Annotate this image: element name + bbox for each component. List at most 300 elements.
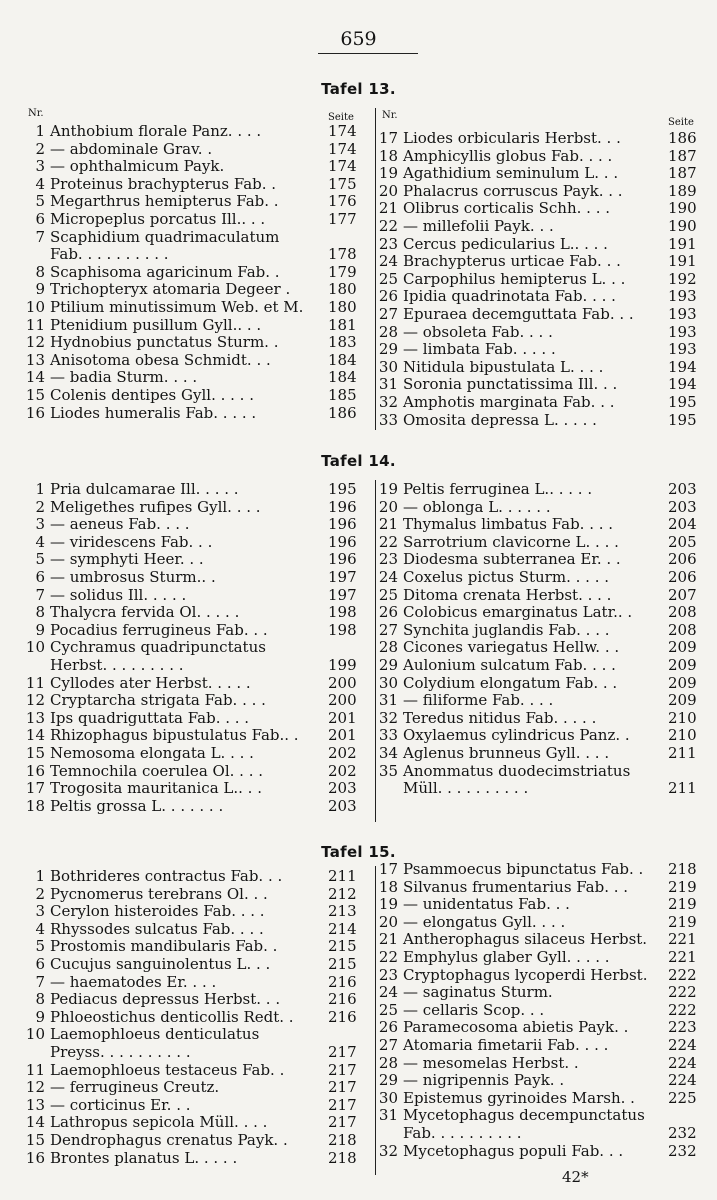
species-name: — ferrugineus Creutz. xyxy=(50,1078,220,1097)
entry-number: 17 xyxy=(378,860,398,878)
species-name: — cellaris Scop. . . xyxy=(403,1000,545,1019)
table-row xyxy=(378,146,665,165)
species-name: — viridescens Fab. . . xyxy=(50,532,213,551)
species-name: Pocadius ferrugineus Fab. . . xyxy=(50,620,268,639)
table-row xyxy=(378,568,665,586)
table-row xyxy=(378,1106,665,1125)
table-row xyxy=(378,948,665,966)
species-name: Psammoecus bipunctatus Fab. . xyxy=(403,860,644,878)
table-row xyxy=(50,1044,324,1061)
entry-number: 9 xyxy=(35,280,45,299)
species-name: Nitidula bipustulata L. . . . xyxy=(403,357,604,376)
species-name: Herbst. . . . . . . . . xyxy=(50,656,184,674)
page-reference: 181 xyxy=(328,315,357,334)
entry-number: 7 xyxy=(35,585,45,604)
species-name: Scaphidium quadrimaculatum xyxy=(50,227,280,246)
species-name: Antherophagus silaceus Herbst. xyxy=(403,930,648,949)
page-reference: 191 xyxy=(668,252,697,271)
entry-number: 21 xyxy=(378,515,398,534)
column-divider xyxy=(375,480,376,822)
table-row xyxy=(25,1131,324,1149)
table-row xyxy=(25,333,324,352)
table-row xyxy=(378,1071,665,1090)
species-name: — aeneus Fab. . . . xyxy=(50,515,190,534)
species-name: Phalacrus corruscus Payk. . . xyxy=(403,181,623,200)
page-reference: 215 xyxy=(328,937,357,956)
entry-number: 26 xyxy=(378,603,398,622)
table-row xyxy=(25,1148,324,1167)
species-name: Coxelus pictus Sturm. . . . . xyxy=(403,568,609,586)
page-reference: 190 xyxy=(668,217,697,235)
species-name: Liodes orbicularis Herbst. . . xyxy=(403,129,621,147)
column-divider xyxy=(375,108,376,430)
table-row xyxy=(50,657,324,674)
entry-number: 5 xyxy=(35,937,45,956)
entry-number: 13 xyxy=(25,350,45,369)
species-name: Cicones variegatus Hellw. . . xyxy=(403,638,620,657)
entry-number: 28 xyxy=(378,322,398,341)
species-name: Müll. . . . . . . . . . xyxy=(403,779,529,798)
page-reference: 213 xyxy=(328,902,357,921)
species-name: Trogosita mauritanica L.. . . xyxy=(50,779,262,798)
species-name: Ptenidium pusillum Gyll.. . . xyxy=(50,315,262,334)
table-row xyxy=(25,779,324,798)
page-reference: 175 xyxy=(328,174,357,193)
entry-number: 9 xyxy=(35,1007,45,1026)
page-reference: 217 xyxy=(328,1113,357,1132)
entry-number: 29 xyxy=(378,1071,398,1090)
species-name: Aglenus brunneus Gyll. . . . xyxy=(403,744,610,762)
entry-number: 12 xyxy=(25,333,45,352)
page-reference: 232 xyxy=(668,1124,697,1142)
species-name: Phloeostichus denticollis Redt. . xyxy=(50,1007,294,1026)
species-name: — nigripennis Payk. . xyxy=(403,1071,565,1090)
species-name: Synchita juglandis Fab. . . . xyxy=(403,620,610,639)
table-row xyxy=(25,638,324,657)
species-name: Epuraea decemguttata Fab. . . xyxy=(403,305,634,323)
species-name: Megarthrus hemipterus Fab. . xyxy=(50,192,279,211)
entry-number: 25 xyxy=(378,585,398,604)
species-name: Colobicus emarginatus Latr.. . xyxy=(403,603,633,622)
species-name: Pycnomerus terebrans Ol. . . xyxy=(50,884,268,903)
table-row xyxy=(35,1007,324,1026)
table-row xyxy=(35,192,324,211)
species-name: Rhyssodes sulcatus Fab. . . . xyxy=(50,919,264,938)
entry-number: 16 xyxy=(25,761,45,780)
page-reference: 218 xyxy=(328,1131,357,1149)
table-row xyxy=(35,902,324,921)
page-reference: 209 xyxy=(668,638,697,657)
table-row xyxy=(25,1025,324,1044)
species-name: Nemosoma elongata L. . . . xyxy=(50,744,254,762)
entry-number: 30 xyxy=(378,1088,398,1107)
entry-number: 17 xyxy=(25,779,45,798)
table-row xyxy=(25,1060,324,1079)
page-reference: 187 xyxy=(668,146,697,165)
table-row xyxy=(403,780,665,797)
page-reference: 190 xyxy=(668,199,697,218)
page-reference: 217 xyxy=(328,1095,357,1114)
entry-number: 3 xyxy=(35,515,45,534)
page-reference: 212 xyxy=(328,884,357,903)
entry-number: 17 xyxy=(378,129,398,147)
table-row xyxy=(378,860,665,878)
entry-number: 18 xyxy=(378,146,398,165)
page-reference: 176 xyxy=(328,192,357,211)
page-reference: 202 xyxy=(328,744,357,762)
column-header-nr: Nr. xyxy=(28,108,44,119)
entry-number: 4 xyxy=(35,532,45,551)
entry-number: 3 xyxy=(35,902,45,921)
page-reference: 198 xyxy=(328,620,357,639)
species-name: Temnochila coerulea Ol. . . . xyxy=(50,761,263,780)
species-name: Ptilium minutissimum Web. et M. xyxy=(50,298,304,316)
entry-number: 31 xyxy=(378,1106,398,1125)
column-header-seite: Seite xyxy=(328,112,354,123)
table-row xyxy=(378,269,665,288)
species-name: Silvanus frumentarius Fab. . . xyxy=(403,877,629,896)
table-row xyxy=(378,181,665,200)
table-row xyxy=(378,620,665,639)
page-reference: 196 xyxy=(328,550,357,569)
table-row xyxy=(378,234,665,253)
species-name: Aulonium sulcatum Fab. . . . xyxy=(403,656,616,674)
entry-number: 2 xyxy=(35,139,45,158)
entry-number: 7 xyxy=(35,972,45,991)
table-row xyxy=(35,122,324,140)
entry-number: 27 xyxy=(378,1036,398,1054)
table-row xyxy=(378,708,665,727)
species-name: Amphotis marginata Fab. . . xyxy=(403,393,615,411)
entry-number: 29 xyxy=(378,656,398,674)
species-name: Fab. . . . . . . . . . xyxy=(50,245,169,264)
species-name: Agathidium seminulum L. . . xyxy=(403,164,619,183)
page-reference: 193 xyxy=(668,305,697,323)
entry-number: 31 xyxy=(378,375,398,394)
table-row xyxy=(378,480,665,498)
page-reference: 198 xyxy=(328,603,357,622)
table-row xyxy=(378,497,665,516)
species-name: Oxylaemus cylindricus Panz. . xyxy=(403,726,630,745)
table-row xyxy=(378,895,665,914)
species-name: — corticinus Er. . . xyxy=(50,1095,191,1114)
page-reference: 191 xyxy=(668,234,697,253)
table-row xyxy=(35,884,324,903)
page-reference: 186 xyxy=(668,129,697,147)
table-row xyxy=(35,497,324,516)
page-reference: 196 xyxy=(328,532,357,551)
table-title: Tafel 15. xyxy=(321,843,396,861)
table-row xyxy=(378,287,665,306)
table-row xyxy=(25,350,324,369)
entry-number: 8 xyxy=(35,990,45,1009)
species-name: — umbrosus Sturm.. . xyxy=(50,568,216,586)
page-reference: 200 xyxy=(328,673,357,692)
table-row xyxy=(378,930,665,949)
entry-number: 10 xyxy=(25,298,45,316)
table-row xyxy=(35,568,324,586)
entry-number: 28 xyxy=(378,1053,398,1072)
entry-number: 23 xyxy=(378,234,398,253)
page-reference: 218 xyxy=(668,860,697,878)
page-reference: 216 xyxy=(328,990,357,1009)
page-reference: 197 xyxy=(328,585,357,604)
table-row xyxy=(378,1036,665,1054)
page-reference: 224 xyxy=(668,1036,697,1054)
table-row xyxy=(378,1053,665,1072)
page-reference: 211 xyxy=(668,744,697,762)
table-row xyxy=(35,280,324,299)
entry-number: 15 xyxy=(25,744,45,762)
table-row xyxy=(25,744,324,762)
entry-number: 32 xyxy=(378,393,398,411)
table-row xyxy=(25,298,324,316)
table-row xyxy=(35,210,324,228)
species-name: — oblonga L. . . . . . xyxy=(403,497,551,516)
species-name: Anisotoma obesa Schmidt. . . xyxy=(50,350,271,369)
entry-number: 22 xyxy=(378,532,398,551)
species-name: Laemophloeus testaceus Fab. . xyxy=(50,1060,285,1079)
page-reference: 215 xyxy=(328,955,357,973)
species-name: Colenis dentipes Gyll. . . . . xyxy=(50,386,254,404)
species-name: Paramecosoma abietis Payk. . xyxy=(403,1018,629,1037)
entry-number: 20 xyxy=(378,912,398,931)
table-row xyxy=(35,937,324,956)
page-reference: 200 xyxy=(328,691,357,710)
page-reference: 195 xyxy=(328,480,357,498)
entry-number: 6 xyxy=(35,568,45,586)
species-name: Peltis ferruginea L.. . . . . xyxy=(403,480,593,498)
species-name: — haematodes Er. . . . xyxy=(50,972,217,991)
entry-number: 32 xyxy=(378,1141,398,1160)
table-row xyxy=(35,174,324,193)
species-name: Cychramus quadripunctatus xyxy=(50,638,266,657)
table-row xyxy=(35,620,324,639)
page-reference: 174 xyxy=(328,122,357,140)
page-reference: 195 xyxy=(668,393,697,411)
page-reference: 203 xyxy=(328,779,357,798)
entry-number: 30 xyxy=(378,673,398,692)
table-title: Tafel 13. xyxy=(321,80,396,98)
species-name: Olibrus corticalis Schh. . . . xyxy=(403,199,610,218)
page-reference: 222 xyxy=(668,965,697,984)
page-reference: 206 xyxy=(668,568,697,586)
species-name: Sarrotrium clavicorne L. . . . xyxy=(403,532,619,551)
entry-number: 25 xyxy=(378,1000,398,1019)
page-reference: 208 xyxy=(668,603,697,622)
species-name: Cryptarcha strigata Fab. . . . xyxy=(50,691,266,710)
table-row xyxy=(25,315,324,334)
entry-number: 26 xyxy=(378,1018,398,1037)
entry-number: 26 xyxy=(378,287,398,306)
page-reference: 214 xyxy=(328,919,357,938)
page-reference: 180 xyxy=(328,298,357,316)
table-row xyxy=(378,393,665,411)
page-reference: 224 xyxy=(668,1053,697,1072)
page-reference: 211 xyxy=(668,779,697,798)
entry-number: 23 xyxy=(378,965,398,984)
species-name: Brontes planatus L. . . . . xyxy=(50,1148,238,1167)
entry-number: 1 xyxy=(35,480,45,498)
species-name: Atomaria fimetarii Fab. . . . xyxy=(403,1036,609,1054)
entry-number: 33 xyxy=(378,410,398,429)
entry-number: 13 xyxy=(25,708,45,727)
entry-number: 24 xyxy=(378,568,398,586)
species-name: Diodesma subterranea Er. . . xyxy=(403,550,621,569)
page-reference: 210 xyxy=(668,708,697,727)
table-row xyxy=(35,515,324,534)
species-name: Micropeplus porcatus Ill.. . . xyxy=(50,210,266,228)
table-row xyxy=(25,761,324,780)
table-row xyxy=(35,480,324,498)
table-row xyxy=(35,139,324,158)
entry-number: 24 xyxy=(378,252,398,271)
entry-number: 14 xyxy=(25,726,45,745)
entry-number: 2 xyxy=(35,497,45,516)
entry-number: 20 xyxy=(378,497,398,516)
entry-number: 19 xyxy=(378,480,398,498)
table-row xyxy=(25,403,324,422)
entry-number: 9 xyxy=(35,620,45,639)
page-reference: 185 xyxy=(328,386,357,404)
page-reference: 209 xyxy=(668,691,697,710)
table-row xyxy=(25,691,324,710)
page-reference: 219 xyxy=(668,912,697,931)
table-row xyxy=(378,965,665,984)
page-reference: 193 xyxy=(668,287,697,306)
page-reference: 217 xyxy=(328,1043,357,1061)
entry-number: 22 xyxy=(378,217,398,235)
page-reference: 217 xyxy=(328,1078,357,1097)
page-reference: 196 xyxy=(328,515,357,534)
species-name: Cucujus sanguinolentus L. . . xyxy=(50,955,271,973)
species-name: Liodes humeralis Fab. . . . . xyxy=(50,403,257,422)
entry-number: 19 xyxy=(378,895,398,914)
species-name: Soronia punctatissima Ill. . . xyxy=(403,375,618,394)
species-name: Teredus nitidus Fab. . . . . xyxy=(403,708,597,727)
table-row xyxy=(35,955,324,973)
species-name: Fab. . . . . . . . . . xyxy=(403,1124,522,1142)
column-divider xyxy=(375,866,376,1175)
entry-number: 12 xyxy=(25,1078,45,1097)
table-row xyxy=(25,386,324,404)
table-row xyxy=(378,983,665,1002)
page-reference: 197 xyxy=(328,568,357,586)
species-name: — limbata Fab. . . . . xyxy=(403,340,556,359)
page-reference: 209 xyxy=(668,656,697,674)
species-name: Scaphisoma agaricinum Fab. . xyxy=(50,262,280,281)
entry-number: 31 xyxy=(378,691,398,710)
table-row xyxy=(378,357,665,376)
entry-number: 29 xyxy=(378,340,398,359)
species-name: Lathropus sepicola Müll. . . . xyxy=(50,1113,268,1132)
entry-number: 16 xyxy=(25,403,45,422)
entry-number: 14 xyxy=(25,1113,45,1132)
species-name: Thalycra fervida Ol. . . . . xyxy=(50,603,240,622)
table-row xyxy=(378,585,665,604)
page-reference: 192 xyxy=(668,269,697,288)
page-reference: 225 xyxy=(668,1088,697,1107)
page-reference: 203 xyxy=(668,480,697,498)
table-row xyxy=(378,164,665,183)
page-number: 659 xyxy=(340,28,377,50)
entry-number: 4 xyxy=(35,174,45,193)
header-rule xyxy=(318,53,418,54)
page-reference: 217 xyxy=(328,1060,357,1079)
species-name: — ophthalmicum Payk. xyxy=(50,157,225,176)
table-row xyxy=(378,340,665,359)
species-name: Ditoma crenata Herbst. . . . xyxy=(403,585,612,604)
table-row xyxy=(25,368,324,387)
entry-number: 12 xyxy=(25,691,45,710)
table-row xyxy=(378,1088,665,1107)
page-reference: 203 xyxy=(668,497,697,516)
column-header-nr: Nr. xyxy=(382,110,398,121)
entry-number: 18 xyxy=(378,877,398,896)
table-row xyxy=(35,157,324,176)
column-header-seite: Seite xyxy=(668,117,694,128)
entry-number: 11 xyxy=(25,1060,45,1079)
species-name: — saginatus Sturm. xyxy=(403,983,553,1002)
species-name: Hydnobius punctatus Sturm. . xyxy=(50,333,279,352)
page-reference: 210 xyxy=(668,726,697,745)
table-row xyxy=(35,867,324,885)
page-reference: 183 xyxy=(328,333,357,352)
entry-number: 6 xyxy=(35,210,45,228)
species-name: — unidentatus Fab. . . xyxy=(403,895,570,914)
species-name: Pria dulcamarae Ill. . . . . xyxy=(50,480,239,498)
table-row xyxy=(378,550,665,569)
entry-number: 19 xyxy=(378,164,398,183)
table-row xyxy=(35,550,324,569)
page-reference: 180 xyxy=(328,280,357,299)
table-row xyxy=(378,1018,665,1037)
table-row xyxy=(378,603,665,622)
entry-number: 7 xyxy=(35,227,45,246)
page-reference: 211 xyxy=(328,867,357,885)
table-row xyxy=(25,673,324,692)
page-reference: 201 xyxy=(328,726,357,745)
page-reference: 177 xyxy=(328,210,357,228)
page-reference: 221 xyxy=(668,948,697,966)
page-reference: 208 xyxy=(668,620,697,639)
page-reference: 232 xyxy=(668,1141,697,1160)
entry-number: 35 xyxy=(378,761,398,780)
table-row xyxy=(403,1125,665,1142)
entry-number: 30 xyxy=(378,357,398,376)
table-row xyxy=(35,919,324,938)
species-name: Brachypterus urticae Fab. . . xyxy=(403,252,621,271)
species-name: Thymalus limbatus Fab. . . . xyxy=(403,515,614,534)
entry-number: 11 xyxy=(25,673,45,692)
species-name: Meligethes rufipes Gyll. . . . xyxy=(50,497,261,516)
table-row xyxy=(35,532,324,551)
entry-number: 24 xyxy=(378,983,398,1002)
entry-number: 20 xyxy=(378,181,398,200)
entry-number: 15 xyxy=(25,1131,45,1149)
species-name: Emphylus glaber Gyll. . . . . xyxy=(403,948,610,966)
table-row xyxy=(35,585,324,604)
table-row xyxy=(378,673,665,692)
page-reference: 186 xyxy=(328,403,357,422)
species-name: Rhizophagus bipustulatus Fab.. . xyxy=(50,726,299,745)
page-reference: 195 xyxy=(668,410,697,429)
table-row xyxy=(25,1095,324,1114)
page-reference: 219 xyxy=(668,895,697,914)
species-name: — symphyti Heer. . . xyxy=(50,550,204,569)
entry-number: 6 xyxy=(35,955,45,973)
table-row xyxy=(378,691,665,710)
